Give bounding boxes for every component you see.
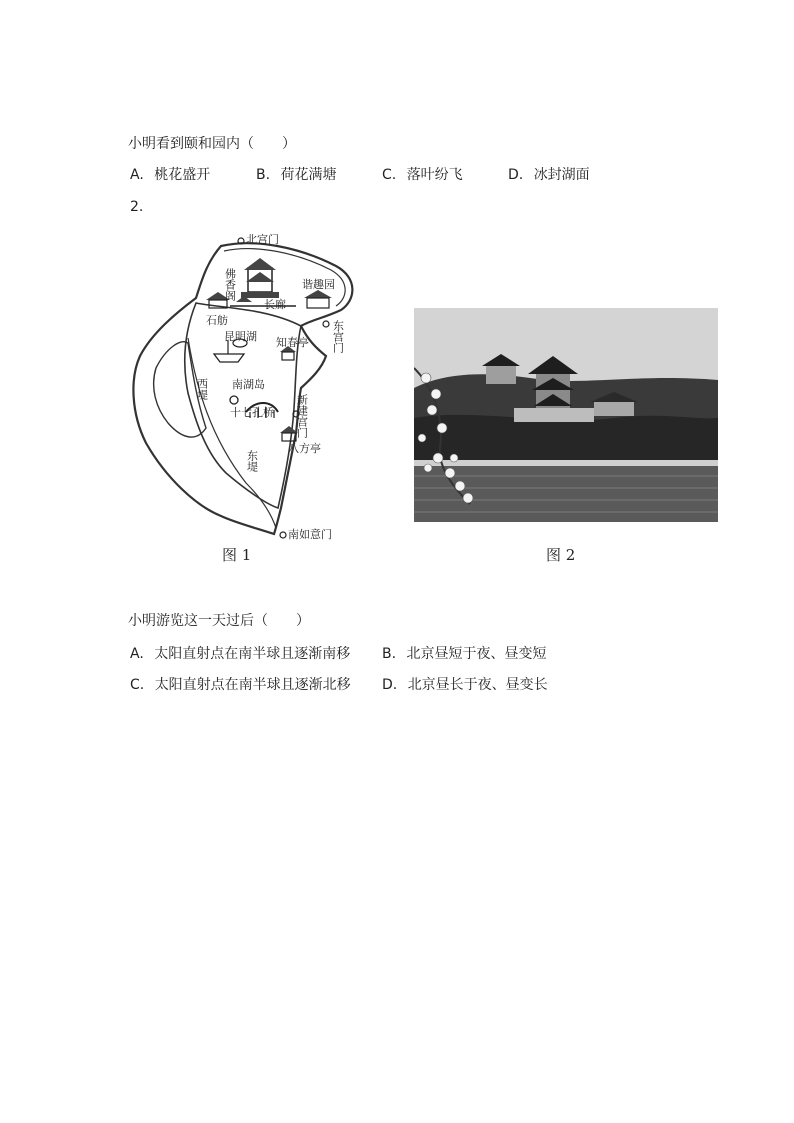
option-label: C.	[130, 677, 145, 693]
q1-stem: 小明看到颐和园内（ ）	[128, 136, 296, 152]
map-label-east-gate: 东宫门	[331, 320, 345, 353]
gate-marker-south	[280, 532, 286, 538]
map-label-zhichunting: 知春亭	[276, 336, 309, 349]
option-label: A.	[130, 646, 144, 662]
foxiangge-photo	[414, 308, 718, 522]
map-label-kunming-lake: 昆明湖	[224, 330, 257, 343]
gate-marker-east	[323, 321, 329, 327]
map-label-south-gate: 南如意门	[288, 528, 332, 541]
map-label-west-dike: 西堤	[195, 378, 209, 400]
option-text: 落叶纷飞	[406, 167, 463, 183]
option-text: 荷花满塘	[280, 167, 337, 183]
option-label: C.	[382, 167, 397, 183]
q1-option-a	[130, 166, 210, 184]
option-label: B.	[382, 646, 397, 662]
q1-option-c	[382, 166, 463, 184]
option-label: D.	[382, 677, 398, 693]
map-label-bafangting: 八方亭	[288, 442, 321, 455]
q1-option-d	[508, 166, 590, 184]
summer-palace-map	[126, 228, 388, 546]
option-label: D.	[508, 167, 524, 183]
figure-1-caption: 图 1	[222, 546, 252, 564]
map-label-xiequyuan: 谐趣园	[302, 278, 335, 291]
map-label-foxiangge: 佛香阁	[223, 268, 237, 301]
q2-number: 2.	[130, 199, 144, 215]
q2-option-c	[130, 676, 351, 694]
foxiangge-building-icon	[241, 258, 279, 298]
map-label-east-dike: 东堤	[245, 450, 259, 472]
q2-stem: 小明游览这一天过后（ ）	[128, 613, 310, 629]
map-label-changlang: 长廊	[264, 298, 286, 311]
map-label-north-gate: 北宫门	[246, 233, 279, 246]
option-text: 桃花盛开	[154, 167, 211, 183]
q1-option-b	[256, 166, 337, 184]
map-label-xinjian-gate: 新建宫门	[295, 394, 309, 438]
option-text: 北京昼长于夜、昼变长	[407, 677, 548, 693]
option-text: 冰封湖面	[533, 167, 590, 183]
map-label-nanhudao: 南湖岛	[232, 378, 265, 391]
option-text: 北京昼短于夜、昼变短	[406, 646, 547, 662]
figure-1-map	[126, 228, 388, 546]
map-label-shifang: 石舫	[206, 314, 228, 327]
map-label-shiqikongqiao: 十七孔桥	[230, 406, 274, 419]
option-label: A.	[130, 167, 144, 183]
figure-2-caption: 图 2	[546, 546, 576, 564]
figure-2-photo	[414, 308, 718, 522]
q2-option-d	[382, 676, 548, 694]
q2-option-b	[382, 645, 547, 663]
option-text: 太阳直射点在南半球且逐渐北移	[154, 677, 351, 693]
option-label: B.	[256, 167, 271, 183]
option-text: 太阳直射点在南半球且逐渐南移	[154, 646, 351, 662]
xiequyuan-building-icon	[304, 290, 332, 308]
q2-option-a	[130, 645, 350, 663]
